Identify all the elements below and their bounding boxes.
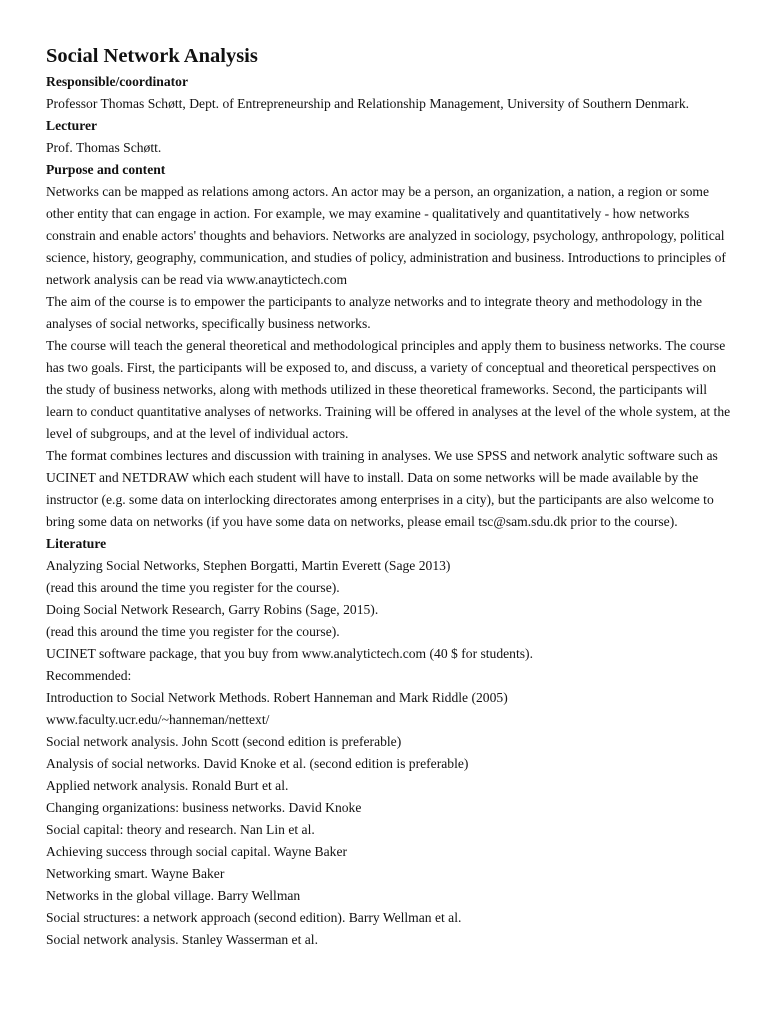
section-heading-literature: Literature xyxy=(46,536,107,551)
literature-item: Social network analysis. John Scott (second edition is preferable) xyxy=(46,734,402,749)
literature-recommended-label: Recommended: xyxy=(46,668,132,683)
literature-note: (read this around the time you register for the course). xyxy=(46,624,340,639)
literature-list xyxy=(46,555,736,951)
literature-item: Social structures: a network approach (second edition). Barry Wellman et al. xyxy=(46,910,462,925)
literature-item: Analyzing Social Networks, Stephen Borgatti, Martin Everett (Sage 2013) xyxy=(46,558,451,573)
page-title: Social Network Analysis xyxy=(46,45,258,67)
section-heading-responsible: Responsible/coordinator xyxy=(46,74,188,89)
document-body xyxy=(46,42,736,951)
literature-item: Doing Social Network Research, Garry Robins (Sage, 2015). xyxy=(46,602,379,617)
purpose-paragraph: The course will teach the general theoretical and methodological principles and apply them to business networks. The course has two goals. First, the participants will be exposed to, and discuss, a variety of conceptual and theoretical perspectives on the study of business networks, along with methods utilized in these theoretical frameworks. Second, the participants will learn to conduct quantitative analyses of networks. Training will be offered in analyses at the level of the whole system, at the level of subgroups, and at the level of individual actors. xyxy=(46,338,731,441)
literature-item: Achieving success through social capital. Wayne Baker xyxy=(46,844,348,859)
literature-item: Applied network analysis. Ronald Burt et al. xyxy=(46,778,289,793)
lecturer-text: Prof. Thomas Schøtt. xyxy=(46,140,162,155)
literature-item: Introduction to Social Network Methods. Robert Hanneman and Mark Riddle (2005) xyxy=(46,690,508,705)
literature-item: UCINET software package, that you buy from www.analytictech.com (40 $ for students). xyxy=(46,646,533,661)
purpose-paragraph: Networks can be mapped as relations among actors. An actor may be a person, an organization, a nation, a region or some other entity that can engage in action. For example, we may examine - qualitatively and quantitatively - how networks constrain and enable actors' thoughts and behaviors. Networks are analyzed in sociology, psychology, anthropology, political science, history, geography, communication, and studies of policy, administration and business. Introductions to principles of network analysis can be read via www.anaytictech.com xyxy=(46,184,726,287)
purpose-paragraph: The aim of the course is to empower the participants to analyze networks and to integrate theory and methodology in the analyses of social networks, specifically business networks. xyxy=(46,294,703,331)
section-heading-lecturer: Lecturer xyxy=(46,118,98,133)
literature-note: (read this around the time you register for the course). xyxy=(46,580,340,595)
literature-item: Social capital: theory and research. Nan Lin et al. xyxy=(46,822,315,837)
literature-url: www.faculty.ucr.edu/~hanneman/nettext/ xyxy=(46,712,270,727)
literature-item: Changing organizations: business networks. David Knoke xyxy=(46,800,362,815)
purpose-paragraph: The format combines lectures and discussion with training in analyses. We use SPSS and network analytic software such as UCINET and NETDRAW which each student will have to install. Data on some networks will be made available by the instructor (e.g. some data on interlocking directorates among enterprises in a city), but the participants are also welcome to bring some data on networks (if you have some data on networks, please email tsc@sam.sdu.dk prior to the course). xyxy=(46,448,718,529)
literature-item: Analysis of social networks. David Knoke et al. (second edition is preferable) xyxy=(46,756,469,771)
literature-item: Social network analysis. Stanley Wasserman et al. xyxy=(46,932,318,947)
literature-item: Networks in the global village. Barry Wellman xyxy=(46,888,301,903)
literature-item: Networking smart. Wayne Baker xyxy=(46,866,225,881)
responsible-text: Professor Thomas Schøtt, Dept. of Entrepreneurship and Relationship Management, University of Southern Denmark. xyxy=(46,96,690,111)
section-heading-purpose: Purpose and content xyxy=(46,162,166,177)
